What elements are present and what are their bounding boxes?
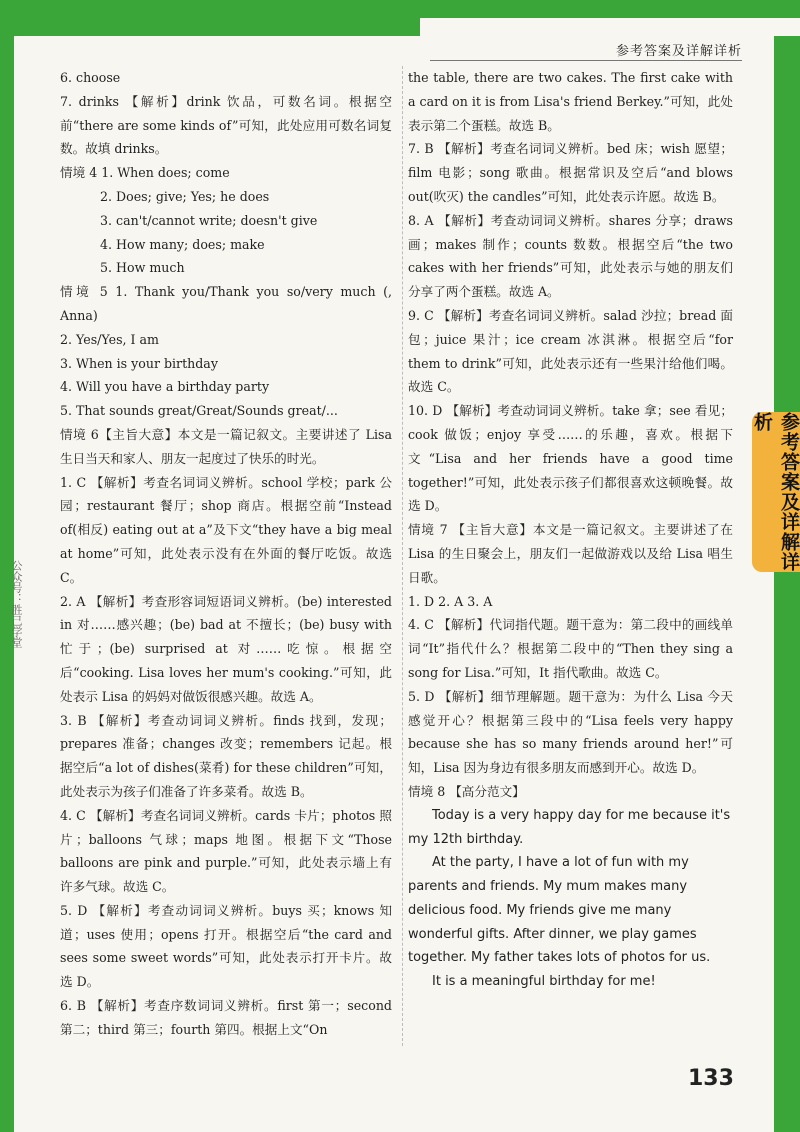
scenario-5-answer-1: 情境 5 1. Thank you/Thank you so/very much (, Anna): [60, 284, 392, 323]
scenario-6-answer-4: 4. C 【解析】考查名词词义辨析。cards 卡片；photos 照片；balloons 气球；maps 地图。根据下文“Those balloons are pink and purple.”可知，此处表示墙上有许多气球。故选 C。: [60, 807, 392, 895]
header-rule: [430, 60, 742, 61]
scenario-7-answer-4: 4. C 【解析】代词指代题。题干意为：第二段中的画线单词“It”指代什么？根据第二段中的“Then they sing a song for Lisa.”可知，It 指代歌曲。故选 C。: [408, 617, 733, 680]
scenario-6-answer-1: 1. C 【解析】考查名词词义辨析。school 学校；park 公园；restaurant 餐厅；shop 商店。根据空前“Instead of(相反) eating out at a”及下文“they have a big meal at home”可知，此处表示没有在外面的餐厅吃饭。故选 C。: [60, 474, 392, 585]
scenario-6-answer-5: 5. D 【解析】考查动词词义辨析。buys 买；knows 知道；uses 使用；opens 打开。根据空后“the card and sees some sweet words”可知，此处表示打开卡片。故选 D。: [60, 902, 392, 990]
scenario-5-answer-5: 5. That sounds great/Great/Sounds great/...: [60, 403, 338, 419]
answer-7-left: 7. drinks 【解析】drink 饮品，可数名词。根据空前“there are some kinds of”可知，此处应用可数名词复数。故填 drinks。: [60, 93, 392, 157]
column-divider: [402, 66, 403, 1046]
scenario-7-answer-5: 5. D 【解析】细节理解题。题干意为：为什么 Lisa 今天感觉开心？根据第三段中的“Lisa feels very happy because she has so many friends around her!”可知，Lisa 因为身边有很多朋友而感到开心。故选 D。: [408, 688, 733, 776]
scenario-6-answer-10: 10. D 【解析】考查动词词义辨析。take 拿；see 看见；cook 做饭；enjoy 享受……的乐趣，喜欢。根据下文“Lisa and her friends have a good time together!”可知，此处表示孩子们都很喜欢这顿晚餐。故选 D。: [408, 403, 733, 514]
side-tab: 参考答案及详解详析: [751, 412, 800, 572]
header-notch: [420, 18, 800, 36]
page-number: 133: [688, 1066, 734, 1091]
scenario-4-answer-4: 4. How many; does; make: [100, 236, 265, 252]
answer-6-left: 6. choose: [60, 70, 121, 85]
scenario-6-answer-6: 6. B 【解析】考查序数词词义辨析。first 第一；second 第二；third 第三；fourth 第四。根据上文“On: [60, 998, 392, 1037]
scenario-5-answer-3: 3. When is your birthday: [60, 355, 218, 371]
scenario-4-answer-1: 情境 4 1. When does; come: [60, 165, 230, 181]
scenario-6-answer-9: 9. C 【解析】考查名词词义辨析。salad 沙拉；bread 面包；juice 果汁；ice cream 冰淇淋。根据空后“for them to drink”可知，此处表示还有一些果汁给他们喝。故选 C。: [408, 307, 733, 395]
essay-paragraph-2: At the party, I have a lot of fun with my parents and friends. My mum makes many delicious food. My friends give me many wonderful gifts. After dinner, we play games together. My father takes lots of photos for us.: [408, 855, 711, 966]
top-bar: [0, 0, 800, 36]
scenario-6-answer-6-cont: the table, there are two cakes. The first cake with a card on it is from Lisa's friend Berkey.”可知，此处表示第二个蛋糕。故选 B。: [408, 70, 733, 133]
watermark: 公众号：胜己学堂: [10, 560, 23, 648]
right-bar: [774, 36, 800, 1132]
essay-paragraph-3: It is a meaningful birthday for me!: [432, 974, 656, 990]
scenario-7-main-idea: 情境 7 【主旨大意】本文是一篇记叙文。主要讲述了在 Lisa 的生日聚会上，朋友们一起做游戏以及给 Lisa 唱生日歌。: [408, 522, 733, 585]
scenario-4-answer-3: 3. can't/cannot write; doesn't give: [100, 212, 318, 228]
scenario-6-main-idea: 情境 6【主旨大意】本文是一篇记叙文。主要讲述了 Lisa 生日当天和家人、朋友一起度过了快乐的时光。: [60, 426, 392, 466]
right-column: [408, 66, 733, 994]
scenario-6-answer-2: 2. A 【解析】考查形容词短语词义辨析。(be) interested in 对……感兴趣；(be) bad at 不擅长；(be) busy with 忙于；(be) surprised at 对……吃惊。根据空后“cooking. Lisa loves her mum's cooking.”可知，此处表示 Lisa 的妈妈对做饭很感兴趣。故选 A。: [60, 593, 392, 704]
scenario-4-answer-2: 2. Does; give; Yes; he does: [100, 188, 270, 204]
scenario-5-answer-2: 2. Yes/Yes, I am: [60, 331, 159, 347]
left-column: [60, 66, 392, 1042]
scenario-6-answer-3: 3. B 【解析】考查动词词义辨析。finds 找到，发现；prepares 准备；changes 改变；remembers 记起。根据空后“a lot of dishes(菜肴) for these children”可知，此处表示为孩子们准备了许多菜肴。故选 B。: [60, 712, 392, 799]
scenario-7-answers-1-3: 1. D 2. A 3. A: [408, 593, 493, 609]
essay-paragraph-1: Today is a very happy day for me because it's my 12th birthday.: [408, 807, 731, 847]
scenario-4-answer-5: 5. How much: [100, 260, 185, 276]
scenario-6-answer-7: 7. B 【解析】考查名词词义辨析。bed 床；wish 愿望；film 电影；song 歌曲。根据常识及空后“and blows out(吹灭) the candles”可知，此处表示许愿。故选 B。: [408, 141, 733, 204]
page-header: 参考答案及详解详析: [615, 44, 742, 59]
scenario-6-answer-8: 8. A 【解析】考查动词词义辨析。shares 分享；draws 画；makes 制作；counts 数数。根据空后“the two cakes with her friends”可知，此处表示与她的朋友们分享了两个蛋糕。故选 A。: [408, 212, 733, 300]
scenario-8-title: 情境 8 【高分范文】: [408, 783, 525, 799]
scenario-5-answer-4: 4. Will you have a birthday party: [60, 379, 270, 395]
